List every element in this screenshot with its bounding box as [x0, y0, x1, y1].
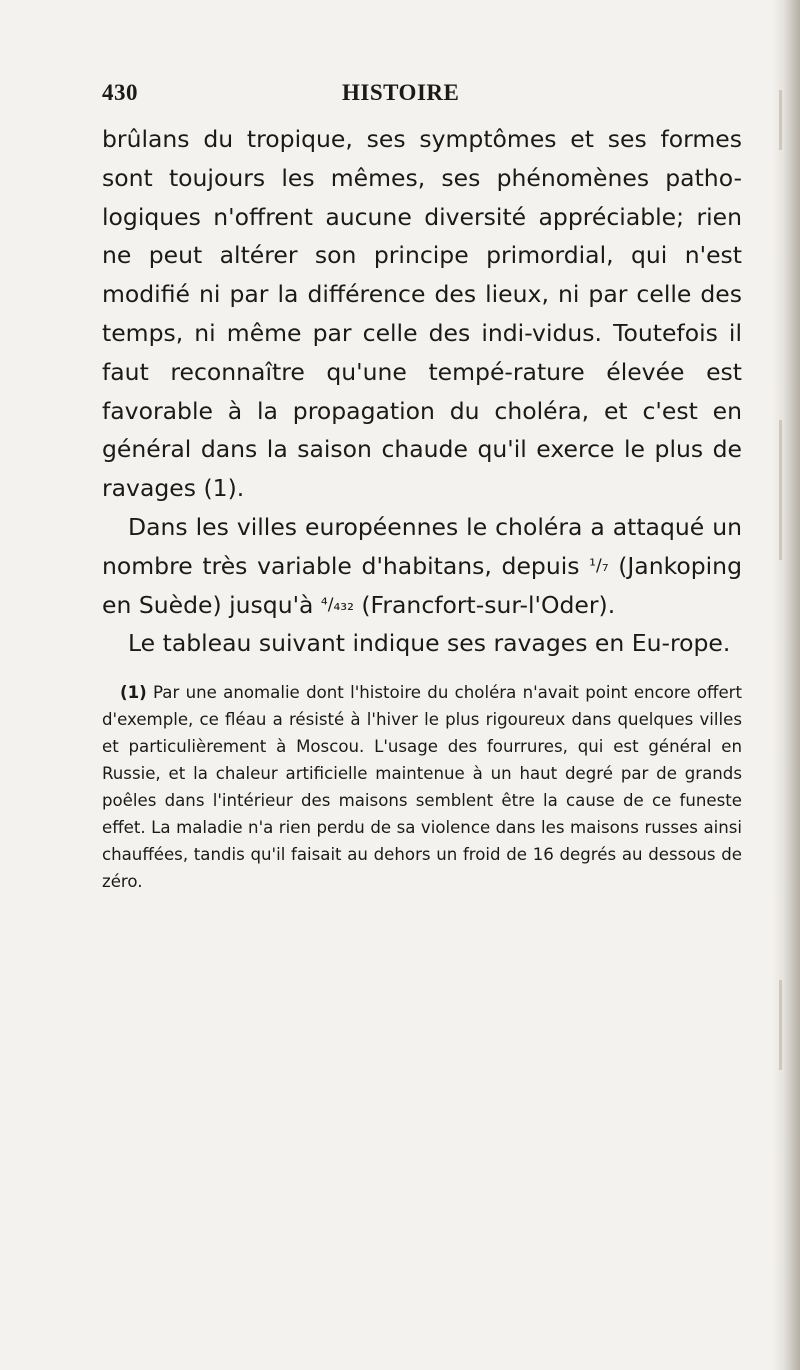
paragraph-text: (Francfort-sur-l'Oder). [353, 590, 616, 619]
page-edge-mark [779, 420, 782, 560]
page-edge-shadow [772, 0, 800, 1370]
running-head [102, 80, 742, 120]
page-number: 430 [102, 80, 138, 105]
footnote [102, 679, 742, 895]
paragraph-continuation: brûlans du tropique, ses symptômes et ses formes sont toujours les mêmes, ses phénomènes patho-logiques n'offrent aucune diversité appréciable; rien ne peut altérer son principe primordial, qui n'est modifié ni par la différence des lieux, ni par celle des temps, ni même par celle des indi-vidus. Toutefois il faut reconnaître qu'une tempé-rature élevée est favorable à la propagation du choléra, et c'est en général dans la saison chaude qu'il exerce le plus de ravages (1). [102, 125, 742, 503]
fraction-four-432: ⁴/₄₃₂ [320, 594, 354, 615]
paragraph-cholera-towns [102, 508, 742, 624]
body-text [102, 120, 742, 663]
page-edge-mark [779, 90, 782, 150]
fraction-one-seventh: ¹/₇ [589, 555, 609, 576]
footnote-block [102, 679, 742, 895]
footnote-text: Par une anomalie dont l'histoire du choléra n'avait point encore offert d'exemple, ce fléau a résisté à l'hiver le plus rigoureux dans quelques villes et particulièrement à Moscou. L'usage des fourrures, qui est général en Russie, et la chaleur artificielle maintenue à un haut degré par de grands poêles dans l'intérieur des maisons semblent être la cause de ce funeste effet. La maladie n'a rien perdu de sa violence dans les maisons russes ainsi chauffées, tandis qu'il faisait au dehors un froid de 16 degrés au dessous de zéro. [102, 683, 742, 892]
paragraph-table-intro: Le tableau suivant indique ses ravages en Eu-rope. [128, 629, 731, 658]
running-title: HISTOIRE [342, 80, 460, 105]
paragraph-text: Dans les villes européennes le choléra a attaqué un nombre très variable d'habitans, depuis [102, 512, 742, 580]
book-page [102, 80, 742, 895]
footnote-marker: (1) [120, 683, 147, 703]
page-edge-mark [779, 980, 782, 1070]
paragraph-text: (Jankoping en Suède) jusqu'à [102, 551, 742, 619]
